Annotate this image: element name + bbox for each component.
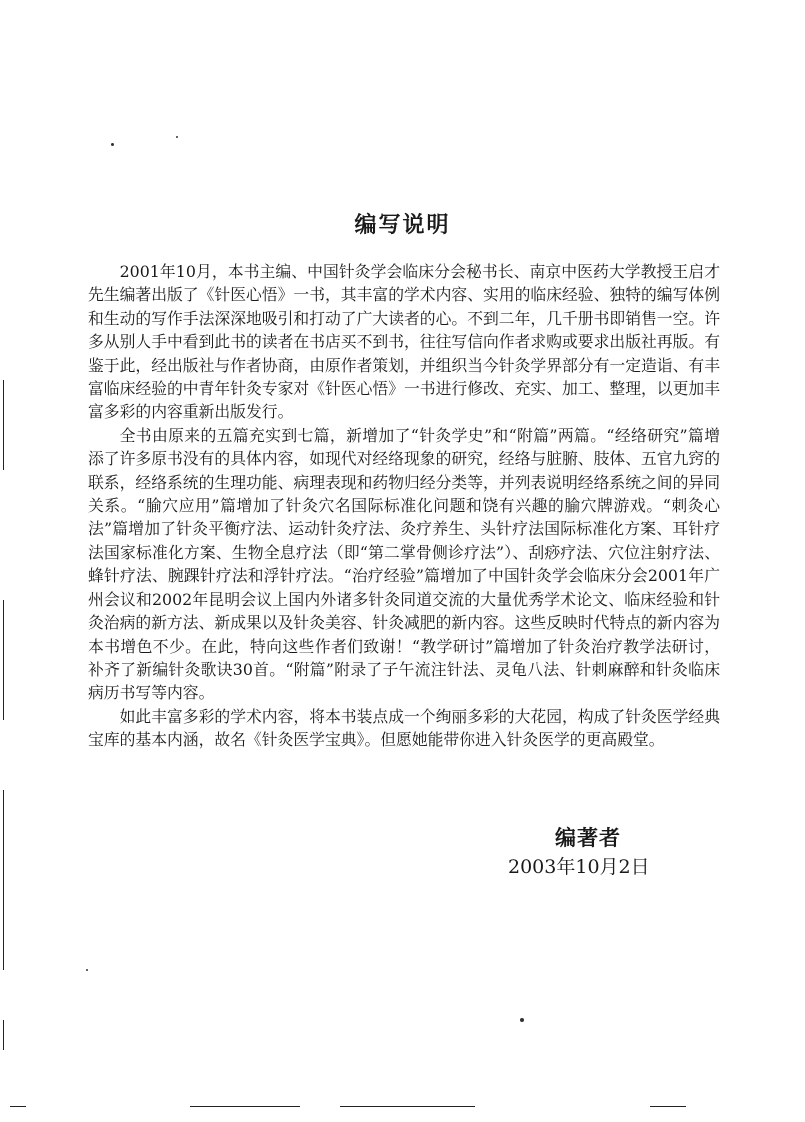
document-body bbox=[88, 260, 720, 752]
scan-speck bbox=[520, 1018, 524, 1022]
paragraph-2: 全书由原来的五篇充实到七篇，新增加了“针灸学史”和“附篇”两篇。“经络研究”篇增添了许多原书没有的具体内容，如现代对经络现象的研究，经络与脏腑、肢体、五官九窍的联系，经络系统的生理功能、病理表现和药物归经分类等，并列表说明经络系统之间的异同关系。“腧穴应用”篇增加了针灸穴名国际标准化问题和饶有兴趣的腧穴牌游戏。“刺灸心法”篇增加了针灸平衡疗法、运动针灸疗法、灸疗养生、头针疗法国际标准化方案、耳针疗法国家标准化方案、生物全息疗法（即“第二掌骨侧诊疗法”）、刮痧疗法、穴位注射疗法、蜂针疗法、腕踝针疗法和浮针疗法。“治疗经验”篇增加了中国针灸学会临床分会2001年广州会议和2002年昆明会议上国内外诸多针灸同道交流的大量优秀学术论文、临床经验和针灸治病的新方法、新成果以及针灸美容、针灸减肥的新内容。这些反映时代特点的新内容为本书增色不少。在此，特向这些作者们致谢！“教学研讨”篇增加了针灸治疗教学法研讨，补齐了新编针灸歌诀30首。“附篇”附录了子午流注针法、灵龟八法、针刺麻醉和针灸临床病历书写等内容。 bbox=[88, 425, 720, 703]
scan-edge-line bbox=[3, 600, 4, 720]
scan-edge-line bbox=[3, 790, 4, 970]
scan-bottom-line bbox=[340, 1106, 475, 1107]
scan-edge-line bbox=[3, 380, 4, 470]
scan-speck bbox=[111, 143, 114, 146]
document-title: 编写说明 bbox=[354, 213, 451, 238]
signature-date: 2003年10月2日 bbox=[508, 856, 650, 878]
scan-bottom-line bbox=[190, 1106, 300, 1107]
scan-speck bbox=[176, 136, 178, 138]
paragraph-1: 2001年10月，本书主编、中国针灸学会临床分会秘书长、南京中医药大学教授王启才先生编著出版了《针医心悟》一书，其丰富的学术内容、实用的临床经验、独特的编写体例和生动的写作手法深深地吸引和打动了广大读者的心。不到二年，几千册书即销售一空。许多从别人手中看到此书的读者在书店买不到书，往往写信向作者求购或要求出版社再版。有鉴于此，经出版社与作者协商，由原作者策划，并组织当今针灸学界部分有一定造诣、有丰富临床经验的中青年针灸专家对《针医心悟》一书进行修改、充实、加工、整理，以更加丰富多彩的内容重新出版发行。 bbox=[88, 262, 720, 422]
scan-edge-line bbox=[3, 1020, 4, 1050]
paragraph-3: 如此丰富多彩的学术内容，将本书装点成一个绚丽多彩的大花园，构成了针灸医学经典宝库的基本内涵，故名《针灸医学宝典》。但愿她能带你进入针灸医学的更高殿堂。 bbox=[88, 706, 720, 750]
scan-bottom-line bbox=[650, 1106, 686, 1107]
scan-bottom-line bbox=[10, 1106, 26, 1107]
scan-speck bbox=[86, 969, 88, 971]
signature-author: 编著者 bbox=[555, 825, 621, 850]
